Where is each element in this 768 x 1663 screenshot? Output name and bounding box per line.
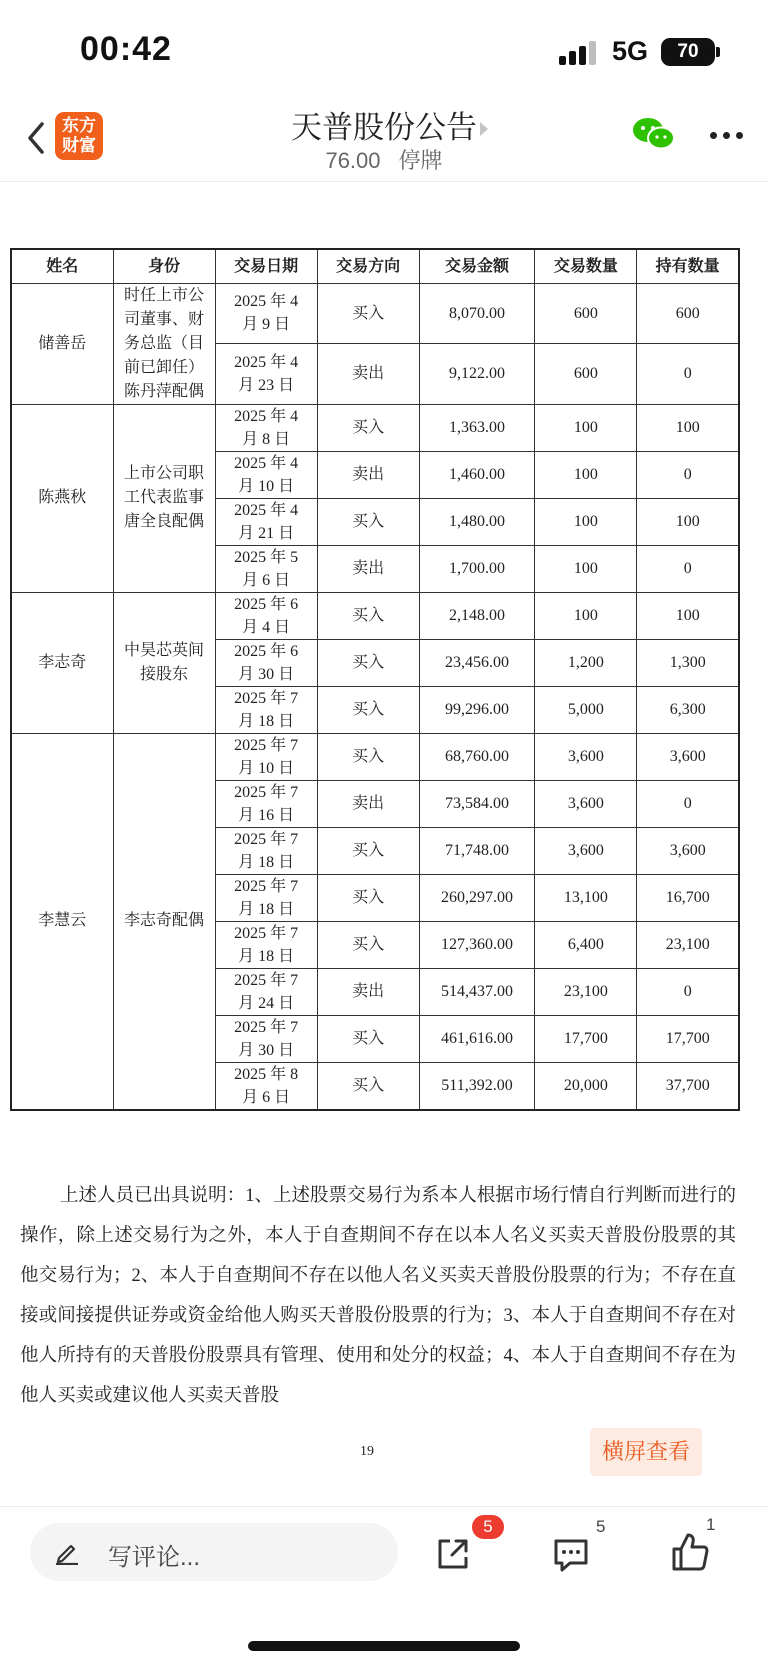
cell-date: 2025 年 6 月 4 日 — [215, 592, 317, 639]
cell-amount: 127,360.00 — [419, 921, 535, 968]
signal-icon — [559, 39, 599, 65]
statement-paragraph: 上述人员已出具说明：1、上述股票交易行为系本人根据市场行情自行判断而进行的操作，除上述交易行为之外，本人于自查期间不存在以本人名义买卖天普股份股票的其他交易行为；2、本人于自查期间不存在以他人名义买卖天普股份股票的行为；不存在直接或间接提供证券或资金给他人购买天普股份股票的行为；3、本人于自查期间不存在对他人所持有的天普股份股票具有管理、使用和处分的权益；4、本人于自查期间不存在为他人买卖或建议他人买卖天普股 — [20, 1186, 736, 1406]
header-holding: 持有数量 — [637, 249, 739, 283]
cell-direction: 买入 — [317, 686, 419, 733]
cell-direction: 买入 — [317, 827, 419, 874]
cell-amount: 511,392.00 — [419, 1062, 535, 1110]
cell-holding: 37,700 — [637, 1062, 739, 1110]
cell-qty: 20,000 — [535, 1062, 637, 1110]
cell-date: 2025 年 7 月 18 日 — [215, 921, 317, 968]
home-indicator — [248, 1641, 520, 1651]
header-name: 姓名 — [11, 249, 113, 283]
stock-price: 76.00 — [325, 148, 381, 173]
cell-qty: 23,100 — [535, 968, 637, 1015]
header-qty: 交易数量 — [535, 249, 637, 283]
cell-holding: 3,600 — [637, 827, 739, 874]
cell-date: 2025 年 7 月 24 日 — [215, 968, 317, 1015]
network-label: 5G — [612, 36, 649, 66]
cell-holding: 100 — [637, 404, 739, 451]
cell-amount: 9,122.00 — [419, 344, 535, 405]
cell-direction: 买入 — [317, 592, 419, 639]
cell-direction: 买入 — [317, 498, 419, 545]
cell-amount: 99,296.00 — [419, 686, 535, 733]
table-header-row — [11, 249, 739, 283]
cell-identity: 时任上市公司董事、财务总监（目前已卸任）陈丹萍配偶 — [113, 283, 215, 404]
cell-holding: 0 — [637, 344, 739, 405]
cell-qty: 3,600 — [535, 733, 637, 780]
cell-holding: 16,700 — [637, 874, 739, 921]
cell-qty: 6,400 — [535, 921, 637, 968]
cell-qty: 100 — [535, 545, 637, 592]
cell-holding: 6,300 — [637, 686, 739, 733]
thumbs-up-icon[interactable] — [670, 1531, 710, 1573]
share-count-badge: 5 — [472, 1515, 504, 1539]
cell-date: 2025 年 6 月 30 日 — [215, 639, 317, 686]
cell-date: 2025 年 4 月 21 日 — [215, 498, 317, 545]
cell-date: 2025 年 7 月 10 日 — [215, 733, 317, 780]
cell-amount: 23,456.00 — [419, 639, 535, 686]
cell-date: 2025 年 7 月 30 日 — [215, 1015, 317, 1062]
header-date: 交易日期 — [215, 249, 317, 283]
cell-name: 李慧云 — [11, 733, 113, 1110]
cell-holding: 0 — [637, 968, 739, 1015]
cell-qty: 100 — [535, 404, 637, 451]
header-direction: 交易方向 — [317, 249, 419, 283]
cell-amount: 71,748.00 — [419, 827, 535, 874]
cell-name: 李志奇 — [11, 592, 113, 733]
cell-qty: 600 — [535, 344, 637, 405]
cell-amount: 1,363.00 — [419, 404, 535, 451]
cell-qty: 100 — [535, 451, 637, 498]
cell-holding: 23,100 — [637, 921, 739, 968]
cell-direction: 卖出 — [317, 545, 419, 592]
header-identity: 身份 — [113, 249, 215, 283]
share-icon[interactable] — [434, 1535, 472, 1573]
cell-date: 2025 年 7 月 18 日 — [215, 827, 317, 874]
caret-right-icon[interactable] — [480, 122, 488, 136]
comment-icon[interactable] — [552, 1537, 590, 1573]
cell-holding: 0 — [637, 451, 739, 498]
cell-date: 2025 年 4 月 10 日 — [215, 451, 317, 498]
cell-amount: 73,584.00 — [419, 780, 535, 827]
cell-amount: 461,616.00 — [419, 1015, 535, 1062]
cell-date: 2025 年 7 月 18 日 — [215, 686, 317, 733]
table-row — [11, 733, 739, 780]
cell-identity: 上市公司职工代表监事唐全良配偶 — [113, 404, 215, 592]
cell-date: 2025 年 7 月 16 日 — [215, 780, 317, 827]
cell-direction: 卖出 — [317, 968, 419, 1015]
cell-direction: 买入 — [317, 1015, 419, 1062]
bottom-bar — [0, 1506, 768, 1663]
battery-icon: 70 — [661, 38, 715, 66]
comment-input[interactable] — [30, 1523, 398, 1581]
cell-qty: 1,200 — [535, 639, 637, 686]
cell-holding: 100 — [637, 592, 739, 639]
cell-direction: 买入 — [317, 921, 419, 968]
cell-direction: 卖出 — [317, 780, 419, 827]
battery-tip — [716, 47, 720, 57]
cell-qty: 17,700 — [535, 1015, 637, 1062]
table-row — [11, 283, 739, 344]
comment-placeholder: 写评论... — [108, 1544, 201, 1571]
cell-direction: 买入 — [317, 733, 419, 780]
cell-name: 陈燕秋 — [11, 404, 113, 592]
cell-direction: 卖出 — [317, 451, 419, 498]
landscape-view-button[interactable]: 横屏查看 — [590, 1428, 702, 1476]
cell-holding: 600 — [637, 283, 739, 344]
cell-direction: 买入 — [317, 283, 419, 344]
cell-holding: 3,600 — [637, 733, 739, 780]
cell-identity: 李志奇配偶 — [113, 733, 215, 1110]
cell-amount: 2,148.00 — [419, 592, 535, 639]
cell-date: 2025 年 4 月 8 日 — [215, 404, 317, 451]
cell-date: 2025 年 5 月 6 日 — [215, 545, 317, 592]
cell-qty: 100 — [535, 498, 637, 545]
cell-amount: 260,297.00 — [419, 874, 535, 921]
cell-qty: 3,600 — [535, 827, 637, 874]
nav-header — [0, 92, 768, 182]
cell-direction: 买入 — [317, 1062, 419, 1110]
header-amount: 交易金额 — [419, 249, 535, 283]
like-count: 1 — [706, 1515, 716, 1534]
cell-qty: 600 — [535, 283, 637, 344]
cell-qty: 5,000 — [535, 686, 637, 733]
cell-date: 2025 年 7 月 18 日 — [215, 874, 317, 921]
app-logo[interactable]: 东方 财富 — [55, 112, 103, 160]
cell-identity: 中昊芯英间接股东 — [113, 592, 215, 733]
table-body — [11, 283, 739, 1110]
cell-holding: 1,300 — [637, 639, 739, 686]
cell-amount: 8,070.00 — [419, 283, 535, 344]
page-title: 天普股份公告 — [291, 110, 477, 145]
comment-count: 5 — [596, 1517, 606, 1536]
stock-status: 停牌 — [398, 148, 443, 173]
cell-amount: 68,760.00 — [419, 733, 535, 780]
cell-holding: 0 — [637, 780, 739, 827]
cell-date: 2025 年 4 月 23 日 — [215, 344, 317, 405]
cell-amount: 514,437.00 — [419, 968, 535, 1015]
cell-amount: 1,480.00 — [419, 498, 535, 545]
wechat-icon[interactable] — [632, 116, 676, 152]
cell-holding: 0 — [637, 545, 739, 592]
cell-qty: 100 — [535, 592, 637, 639]
status-time: 00:42 — [80, 30, 172, 68]
cell-holding: 17,700 — [637, 1015, 739, 1062]
page-number: 19 — [360, 1444, 374, 1459]
pencil-icon — [54, 1539, 80, 1565]
cell-amount: 1,460.00 — [419, 451, 535, 498]
table-row — [11, 592, 739, 639]
cell-holding: 100 — [637, 498, 739, 545]
cell-date: 2025 年 4 月 9 日 — [215, 283, 317, 344]
cell-qty: 3,600 — [535, 780, 637, 827]
cell-name: 储善岳 — [11, 283, 113, 404]
table-row — [11, 404, 739, 451]
cell-date: 2025 年 8 月 6 日 — [215, 1062, 317, 1110]
cell-direction: 买入 — [317, 404, 419, 451]
cell-qty: 13,100 — [535, 874, 637, 921]
cell-direction: 买入 — [317, 639, 419, 686]
cell-direction: 买入 — [317, 874, 419, 921]
cell-amount: 1,700.00 — [419, 545, 535, 592]
more-icon[interactable] — [710, 132, 744, 140]
transaction-table — [10, 248, 740, 1111]
status-bar — [0, 0, 768, 92]
cell-direction: 卖出 — [317, 344, 419, 405]
